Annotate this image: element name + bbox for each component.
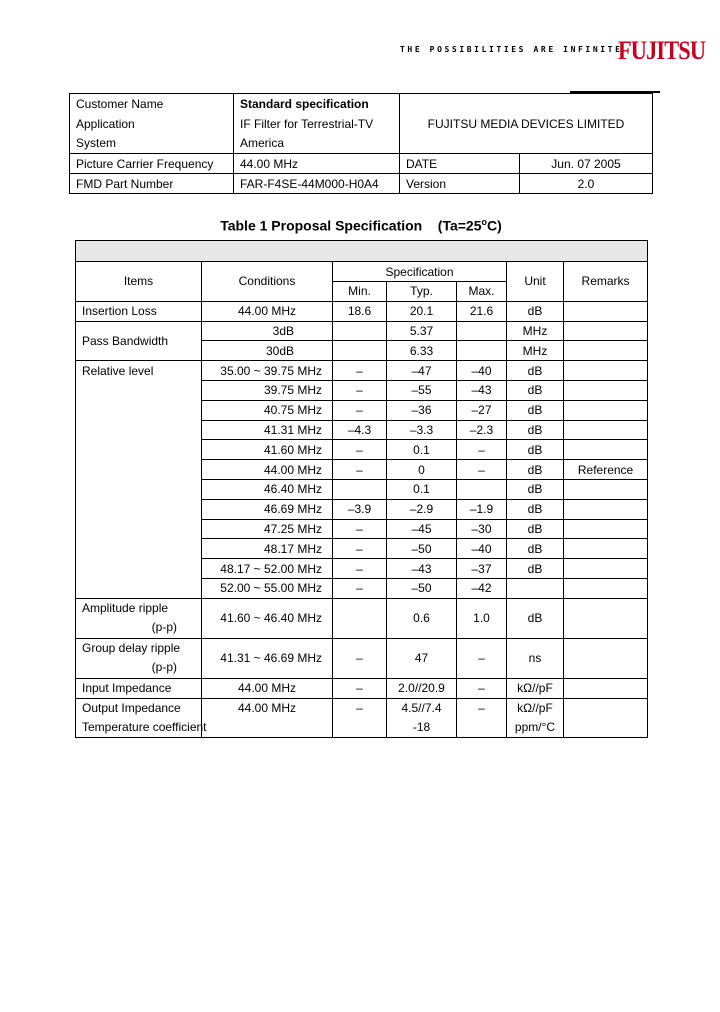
max-value: – [457,440,507,460]
remark-value [564,380,648,400]
max-value: –40 [457,361,507,381]
remark-value [564,638,648,678]
condition-value [202,718,333,738]
max-value: –1.9 [457,499,507,519]
remark-value [564,341,648,361]
min-value: 18.6 [333,301,387,321]
unit-value: dB [507,361,564,381]
max-value: –43 [457,380,507,400]
item-label: Temperature coefficient [76,718,202,738]
table-title-cond-prefix: (Ta=25 [437,217,482,234]
version-value: 2.0 [520,174,653,194]
item-label [76,638,202,678]
unit-value: MHz [507,341,564,361]
unit-value: dB [507,499,564,519]
unit-value: ppm/°C [507,718,564,738]
remark-value [564,301,648,321]
remark-value [564,698,648,718]
item-sub: (p-p) [151,660,177,675]
min-value [333,321,387,341]
max-value: –30 [457,519,507,539]
condition-value: 48.17 MHz [202,539,333,559]
remark-value: Reference [564,460,648,480]
condition-value: 46.69 MHz [202,499,333,519]
max-value [457,479,507,499]
system-value: America [234,134,400,154]
tagline: THE POSSIBILITIES ARE INFINITE [400,45,623,54]
condition-value: 44.00 MHz [202,301,333,321]
pcf-value: 44.00 MHz [234,154,400,174]
min-value: – [333,539,387,559]
remark-value [564,598,648,638]
min-value [333,598,387,638]
typ-value: 0.1 [387,440,457,460]
unit-value: ns [507,638,564,678]
part-value: FAR-F4SE-44M000-H0A4 [234,174,400,194]
remark-value [564,479,648,499]
typ-value: 0.6 [387,598,457,638]
document-info-table [69,93,653,194]
remark-value [564,361,648,381]
application-value: IF Filter for Terrestrial-TV [234,114,400,134]
condition-value: 3dB [202,321,333,341]
max-value [457,718,507,738]
table-title-main: Table 1 Proposal Specification [220,217,423,234]
temperature-coefficient-row [76,718,648,738]
min-value: – [333,698,387,718]
remark-value [564,718,648,738]
max-value: –2.3 [457,420,507,440]
header-band [76,241,648,262]
remark-value [564,678,648,698]
typ-value: –2.9 [387,499,457,519]
specification-table [75,240,648,738]
unit-value: dB [507,539,564,559]
min-value: – [333,559,387,579]
typ-value: -18 [387,718,457,738]
unit-header: Unit [507,262,564,302]
group-delay-row [76,638,648,678]
condition-value: 40.75 MHz [202,400,333,420]
conditions-header: Conditions [202,262,333,302]
remark-value [564,440,648,460]
max-value: – [457,638,507,678]
header-row-1 [76,262,648,282]
condition-value: 35.00 ~ 39.75 MHz [202,361,333,381]
item-sub: (p-p) [151,620,177,635]
unit-value [507,578,564,598]
output-impedance-row [76,698,648,718]
max-header: Max. [457,282,507,302]
unit-value: dB [507,479,564,499]
min-value: – [333,578,387,598]
min-value [333,479,387,499]
unit-value: dB [507,380,564,400]
min-value: – [333,519,387,539]
unit-value: dB [507,301,564,321]
table-title [0,217,720,234]
pass-bandwidth-row [76,321,648,341]
pcf-label: Picture Carrier Frequency [70,154,234,174]
condition-value: 47.25 MHz [202,519,333,539]
max-value: – [457,698,507,718]
condition-value: 41.60 ~ 46.40 MHz [202,598,333,638]
application-label: Application [70,114,234,134]
typ-value: 0 [387,460,457,480]
unit-value: dB [507,460,564,480]
typ-value: 4.5//7.4 [387,698,457,718]
max-value: –40 [457,539,507,559]
unit-value: dB [507,420,564,440]
system-label: System [70,134,234,154]
company-name: FUJITSU MEDIA DEVICES LIMITED [427,116,625,131]
item-name: Group delay ripple [82,641,181,656]
page-header [0,0,720,95]
max-value [457,341,507,361]
typ-value: –45 [387,519,457,539]
insertion-loss-row [76,301,648,321]
unit-value: MHz [507,321,564,341]
item-label: Input Impedance [76,678,202,698]
relative-level-row [76,361,648,381]
remarks-header: Remarks [564,262,648,302]
typ-value: –50 [387,539,457,559]
min-value: – [333,678,387,698]
min-value: – [333,460,387,480]
min-value: – [333,380,387,400]
item-label: Output Impedance [76,698,202,718]
version-label: Version [400,174,520,194]
unit-value: dB [507,400,564,420]
item-label: Pass Bandwidth [76,321,202,361]
typ-value: –47 [387,361,457,381]
typ-value: –55 [387,380,457,400]
unit-value: dB [507,440,564,460]
item-label: Insertion Loss [76,301,202,321]
min-value [333,718,387,738]
min-value: – [333,638,387,678]
condition-value: 44.00 MHz [202,678,333,698]
input-impedance-row [76,678,648,698]
typ-value: –3.3 [387,420,457,440]
standard-spec: Standard specification [234,94,400,114]
remark-value [564,539,648,559]
max-value: – [457,678,507,698]
condition-value: 39.75 MHz [202,380,333,400]
condition-value: 46.40 MHz [202,479,333,499]
unit-value: dB [507,598,564,638]
part-label: FMD Part Number [70,174,234,194]
typ-value: 5.37 [387,321,457,341]
max-value [457,321,507,341]
condition-value: 41.31 ~ 46.69 MHz [202,638,333,678]
table-title-cond-suffix: C) [487,217,502,234]
condition-value: 52.00 ~ 55.00 MHz [202,578,333,598]
remark-value [564,519,648,539]
min-value [333,341,387,361]
typ-value: 20.1 [387,301,457,321]
date-label: DATE [400,154,520,174]
item-label [76,598,202,638]
remark-value [564,321,648,341]
typ-value: –36 [387,400,457,420]
typ-value: 0.1 [387,479,457,499]
remark-value [564,559,648,579]
min-value: – [333,440,387,460]
typ-value: 6.33 [387,341,457,361]
max-value: –37 [457,559,507,579]
remark-value [564,400,648,420]
amplitude-ripple-row [76,598,648,638]
items-header: Items [76,262,202,302]
max-value: 1.0 [457,598,507,638]
unit-value: kΩ//pF [507,678,564,698]
typ-header: Typ. [387,282,457,302]
condition-value: 44.00 MHz [202,460,333,480]
condition-value: 48.17 ~ 52.00 MHz [202,559,333,579]
specification-header: Specification [333,262,507,282]
fujitsu-logo: FUJITSU [618,36,706,65]
date-value: Jun. 07 2005 [520,154,653,174]
max-value: –27 [457,400,507,420]
max-value: – [457,460,507,480]
item-name: Amplitude ripple [82,601,169,616]
condition-value: 41.60 MHz [202,440,333,460]
condition-value: 41.31 MHz [202,420,333,440]
min-value: – [333,361,387,381]
item-label: Relative level [76,361,202,599]
min-value: – [333,400,387,420]
condition-value: 30dB [202,341,333,361]
typ-value: 47 [387,638,457,678]
customer-name-label: Customer Name [70,94,234,114]
typ-value: –43 [387,559,457,579]
min-header: Min. [333,282,387,302]
typ-value: –50 [387,578,457,598]
max-value: –42 [457,578,507,598]
typ-value: 2.0//20.9 [387,678,457,698]
remark-value [564,499,648,519]
unit-value: kΩ//pF [507,698,564,718]
unit-value: dB [507,559,564,579]
remark-value [564,578,648,598]
min-value: –4.3 [333,420,387,440]
degree-mark: o [481,217,487,227]
condition-value: 44.00 MHz [202,698,333,718]
remark-value [564,420,648,440]
min-value: –3.9 [333,499,387,519]
unit-value: dB [507,519,564,539]
max-value: 21.6 [457,301,507,321]
